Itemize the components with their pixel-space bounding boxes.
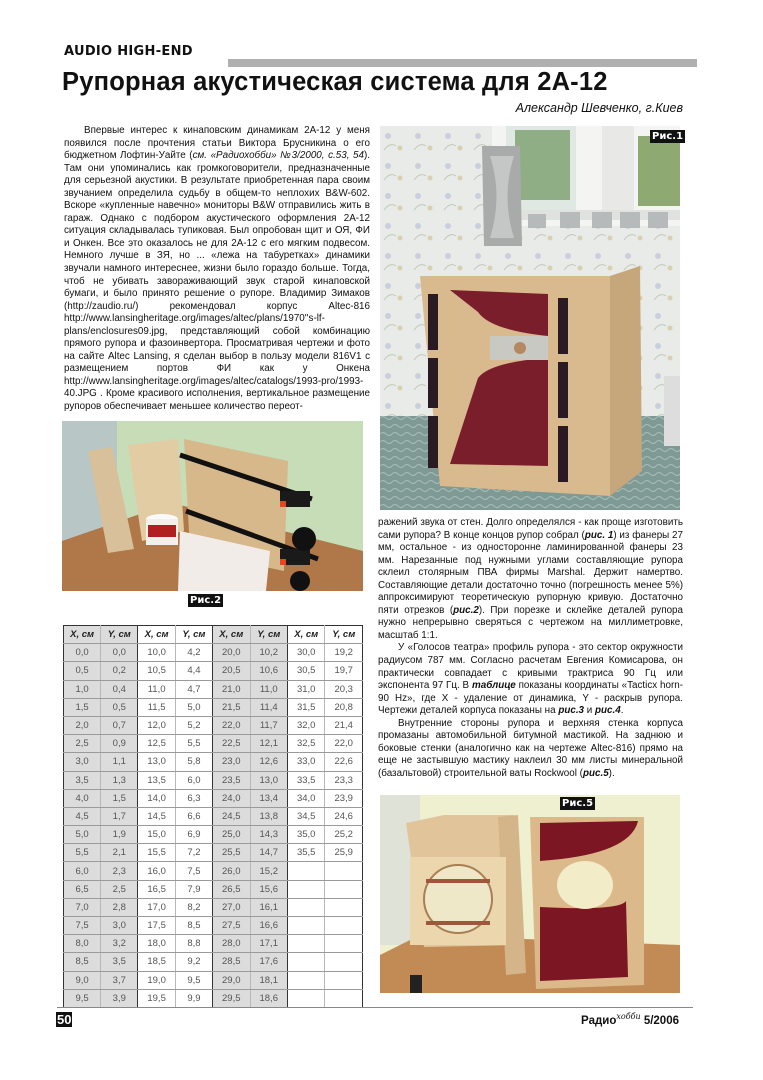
text-run: Впервые интерес к кинаповским динамикам 2А-12 у меня появился после прочтения статьи Виктора Брусникина о его бюджетном Лофтин-Уайте ( <box>64 125 370 162</box>
table-row <box>64 953 363 971</box>
table-cell: 21,0 <box>213 680 250 698</box>
table-cell: 5,5 <box>64 844 101 862</box>
table-cell: 9,5 <box>64 989 101 1007</box>
table-cell: 0,0 <box>101 644 138 662</box>
table-cell: 12,1 <box>250 735 287 753</box>
table-cell: 23,3 <box>325 771 363 789</box>
page-number: 50 <box>57 1012 72 1027</box>
column-header: Y, см <box>175 626 212 644</box>
table-row <box>64 935 363 953</box>
table-cell: 22,5 <box>213 735 250 753</box>
table-cell: 16,6 <box>250 917 287 935</box>
table-cell: 16,1 <box>250 898 287 916</box>
table-cell: 15,0 <box>138 826 175 844</box>
table-cell: 25,5 <box>213 844 250 862</box>
table-cell: 10,6 <box>250 662 287 680</box>
table-cell: 32,5 <box>287 735 324 753</box>
table-row <box>64 771 363 789</box>
enclosures-photo-image <box>380 795 680 993</box>
table-cell: 8,0 <box>64 935 101 953</box>
table-cell: 2,5 <box>101 880 138 898</box>
table-cell: 15,6 <box>250 880 287 898</box>
table-cell <box>287 898 324 916</box>
horn-gluing-photo-image <box>62 421 363 591</box>
table-cell: 11,4 <box>250 698 287 716</box>
table-row <box>64 989 363 1007</box>
table-cell <box>287 862 324 880</box>
column-header: X, см <box>64 626 101 644</box>
table-cell: 9,0 <box>64 971 101 989</box>
table-cell: 1,1 <box>101 753 138 771</box>
text-run: . <box>620 705 624 717</box>
table-cell: 11,7 <box>250 716 287 734</box>
table-row <box>64 735 363 753</box>
reference: таблице <box>471 680 516 692</box>
table-row <box>64 844 363 862</box>
table-cell: 20,0 <box>213 644 250 662</box>
right-column-text <box>378 517 683 780</box>
table-cell <box>325 971 363 989</box>
table-cell <box>287 953 324 971</box>
table-cell: 1,7 <box>101 807 138 825</box>
table-cell: 10,2 <box>250 644 287 662</box>
table-row <box>64 807 363 825</box>
table-cell <box>287 989 324 1007</box>
table-cell <box>325 917 363 935</box>
table-cell <box>325 989 363 1007</box>
table-cell: 14,5 <box>138 807 175 825</box>
column-header: X, см <box>287 626 324 644</box>
table-cell: 5,0 <box>64 826 101 844</box>
table-cell: 18,0 <box>138 935 175 953</box>
article-title: Рупорная акустическая система для 2А-12 <box>62 68 608 96</box>
figure-5-label: Рис.5 <box>562 798 594 809</box>
table-cell: 23,5 <box>213 771 250 789</box>
table-cell: 12,6 <box>250 753 287 771</box>
table-row <box>64 753 363 771</box>
table-cell: 24,5 <box>213 807 250 825</box>
text-run: ражений звука от стен. Долго определялся - как проще изготовить сами рупора? В конце концов рупор собрал ( <box>378 517 683 541</box>
left-column-text <box>64 125 370 414</box>
table-cell: 19,2 <box>325 644 363 662</box>
table-cell: 21,5 <box>213 698 250 716</box>
table-cell: 0,7 <box>101 716 138 734</box>
table-cell: 23,9 <box>325 789 363 807</box>
table-cell: 1,3 <box>101 771 138 789</box>
table-row <box>64 880 363 898</box>
table-cell <box>287 880 324 898</box>
table-row <box>64 662 363 680</box>
table-cell: 0,9 <box>101 735 138 753</box>
table-cell: 5,0 <box>175 698 212 716</box>
table-cell: 13,5 <box>138 771 175 789</box>
table-cell: 19,0 <box>138 971 175 989</box>
table-cell: 19,5 <box>138 989 175 1007</box>
table-cell: 2,1 <box>101 844 138 862</box>
table-cell: 13,0 <box>250 771 287 789</box>
table-cell: 0,5 <box>101 698 138 716</box>
table-cell: 16,0 <box>138 862 175 880</box>
reference: см. «Радиохобби» №3/2000, с.53, 54 <box>192 150 364 162</box>
footer-rule <box>57 1007 693 1008</box>
table-cell <box>287 935 324 953</box>
table-cell: 14,3 <box>250 826 287 844</box>
table-cell: 35,0 <box>287 826 324 844</box>
issue-number: 5/2006 <box>643 1014 679 1027</box>
table-row <box>64 917 363 935</box>
text-run: У «Голосов театра» профиль рупора - это сектор окружности радиусом 787 мм. Согласно расчетам Евгения Комисарова, он практически совпадает с кривыми трактриса 90 Гц или экспонента 97 Гц. В <box>378 642 683 692</box>
column-header: Y, см <box>101 626 138 644</box>
table-cell: 18,6 <box>250 989 287 1007</box>
paragraph <box>378 642 683 717</box>
table-row <box>64 971 363 989</box>
table-row <box>64 862 363 880</box>
table-cell: 17,0 <box>138 898 175 916</box>
speaker-photo-image <box>380 126 680 510</box>
magazine-issue <box>581 1012 679 1027</box>
table-row <box>64 716 363 734</box>
table-cell: 16,5 <box>138 880 175 898</box>
table-cell: 0,0 <box>64 644 101 662</box>
table-cell: 19,7 <box>325 662 363 680</box>
table-cell: 10,5 <box>138 662 175 680</box>
table-cell <box>325 862 363 880</box>
table-cell <box>325 880 363 898</box>
table-cell: 3,2 <box>101 935 138 953</box>
table-cell: 33,5 <box>287 771 324 789</box>
table-header-row <box>64 626 363 644</box>
table-cell: 1,5 <box>64 698 101 716</box>
table-cell: 8,5 <box>64 953 101 971</box>
table-cell <box>325 935 363 953</box>
table-cell: 2,3 <box>101 862 138 880</box>
table-cell: 5,5 <box>175 735 212 753</box>
table-cell: 13,4 <box>250 789 287 807</box>
reference: рис.2 <box>453 604 479 616</box>
reference: рис.3 <box>558 705 585 717</box>
table-cell: 18,5 <box>138 953 175 971</box>
table-row <box>64 680 363 698</box>
table-cell: 8,8 <box>175 935 212 953</box>
table-cell: 11,0 <box>250 680 287 698</box>
table-row <box>64 644 363 662</box>
text-run: и <box>584 705 595 717</box>
table-cell: 30,0 <box>287 644 324 662</box>
table-cell: 3,9 <box>101 989 138 1007</box>
table-cell: 2,5 <box>64 735 101 753</box>
table-cell: 20,8 <box>325 698 363 716</box>
table-cell: 8,5 <box>175 917 212 935</box>
table-cell: 17,6 <box>250 953 287 971</box>
table-cell: 10,0 <box>138 644 175 662</box>
table-cell: 0,5 <box>64 662 101 680</box>
column-header: X, см <box>138 626 175 644</box>
table-cell: 0,4 <box>101 680 138 698</box>
column-header: X, см <box>213 626 250 644</box>
table-cell: 12,5 <box>138 735 175 753</box>
text-run: ). <box>608 767 615 779</box>
table-cell: 23,0 <box>213 753 250 771</box>
table-cell: 25,2 <box>325 826 363 844</box>
table-cell: 4,2 <box>175 644 212 662</box>
table-cell: 26,5 <box>213 880 250 898</box>
table-cell: 7,5 <box>64 917 101 935</box>
table-row <box>64 698 363 716</box>
table-cell: 2,8 <box>101 898 138 916</box>
table-cell: 33,0 <box>287 753 324 771</box>
figure-1-label: Рис.1 <box>652 131 684 142</box>
table-cell: 22,6 <box>325 753 363 771</box>
table-cell: 34,5 <box>287 807 324 825</box>
article-author: Александр Шевченко, г.Киев <box>515 101 683 115</box>
table-cell: 12,0 <box>138 716 175 734</box>
table-cell: 3,0 <box>101 917 138 935</box>
figure-2-photo <box>62 421 363 591</box>
reference: рис.5 <box>582 767 609 779</box>
table-cell <box>325 953 363 971</box>
table-cell: 31,0 <box>287 680 324 698</box>
horn-coordinates-table <box>63 625 363 1008</box>
column-header: Y, см <box>250 626 287 644</box>
table-cell: 13,0 <box>138 753 175 771</box>
table-cell: 30,5 <box>287 662 324 680</box>
text-run: ). Там они упоминались как громкоговорители, предназначенные для серьезной акустики. В результате приобретенная пара своим звучанием определила судьбу в общем-то неплохих B&W-602. Вскоре «купленные навечно» мониторы B&W отправились жить в гараж. Однако с подбором акустического оформления 2А-12 ситуация складывалась тупиковая. Был опробован щит и ОЯ, ФИ и Онкен. Все это оказалось не для 2А-12 с его мягким подвесом. Немного лучше в ЗЯ, но ... «лежа на табуретках» динамики звучали намного интереснее, жизни было гораздо больше. Тогда, чтоб не убивать завораживающий звук старой кинаповской бумаги, и было принято решение о рупоре. Владимир Зимаков (http://zaudio.ru/) рекомендовал корпус Altec-816 http://www.lansingheritage.org/images/altec/plans/1970''s-lf-plans/enclosures09.jpg, представляющий собой комбинацию прямого рупора и фазоинвертора. Просматривая чертежи и фото на сайте Altec Lansing, я сделан выбор в пользу модели 816V1 с размещением портов ФИ как у Онкена http://www.lansingheritage.org/images/altec/catalogs/1993-pro/1993-40.JPG . Кроме красивого исполнения, вертикальное размещение рупоров обеспечивает меньшее количество переот- <box>64 150 371 413</box>
table-cell: 31,5 <box>287 698 324 716</box>
table-cell: 4,0 <box>64 789 101 807</box>
table-cell: 21,4 <box>325 716 363 734</box>
table-cell: 1,0 <box>64 680 101 698</box>
text-run: Внутренние стороны рупора и верхняя стенка корпуса промазаны автомобильной битумной мастикой. На заднюю и боковые стенки (аналогично как на чертеже Altec-816) прямо на еще не застывшую мастику наклеил 30 мм листы минеральной (базальтовой) строительной ваты Rockwool ( <box>378 717 683 779</box>
table-cell: 29,5 <box>213 989 250 1007</box>
reference: рис.4 <box>595 705 621 717</box>
table-cell: 29,0 <box>213 971 250 989</box>
table-cell: 4,5 <box>64 807 101 825</box>
magazine-name: Радио <box>581 1014 617 1027</box>
table-cell: 5,8 <box>175 753 212 771</box>
paragraph <box>378 517 683 642</box>
figure-1-photo <box>380 126 680 510</box>
table-cell: 4,7 <box>175 680 212 698</box>
table-cell: 0,2 <box>101 662 138 680</box>
table-cell: 25,0 <box>213 826 250 844</box>
column-header: Y, см <box>325 626 363 644</box>
table-cell <box>287 917 324 935</box>
table-cell: 24,6 <box>325 807 363 825</box>
table-cell: 9,9 <box>175 989 212 1007</box>
text-run: показаны координаты «Tacticx horn-90 Hz», где X - удаление от динамика, Y - раскрыв рупора. Чертежи деталей корпуса показаны на <box>378 680 683 717</box>
table-cell: 5,2 <box>175 716 212 734</box>
table-cell: 26,0 <box>213 862 250 880</box>
table-cell: 7,5 <box>175 862 212 880</box>
table-cell: 28,0 <box>213 935 250 953</box>
table-cell <box>325 898 363 916</box>
table-cell: 6,6 <box>175 807 212 825</box>
table-cell: 15,2 <box>250 862 287 880</box>
table-cell: 6,3 <box>175 789 212 807</box>
text-run: ) из фанеры 27 мм, остальное - из односторонне ламинированной фанеры 23 мм. Нарезанные под нужными углами составляющие рупора склеил столярным ПВА фирмы Marshal. Держит намертво. Составляющие детали достаточно точно (погрешность менее 5%) аппроксимируют теоретическую рупорную кривую. Достаточно пяти отрезков ( <box>378 529 683 616</box>
table-cell: 3,7 <box>101 971 138 989</box>
figure-2-label: Рис.2 <box>190 595 222 606</box>
table-cell: 35,5 <box>287 844 324 862</box>
table-cell: 14,0 <box>138 789 175 807</box>
magazine-name-superscript: хобби <box>616 1012 641 1021</box>
table-cell: 34,0 <box>287 789 324 807</box>
paragraph <box>378 718 683 781</box>
table-cell: 17,1 <box>250 935 287 953</box>
table-cell: 4,4 <box>175 662 212 680</box>
table-cell: 6,0 <box>64 862 101 880</box>
table-cell: 14,7 <box>250 844 287 862</box>
table-cell: 9,5 <box>175 971 212 989</box>
text-run: ). При порезке и склейке деталей рупора нужно непрерывно сверяться с чертежом на миллиметровке, масштаб 1:1. <box>378 604 683 641</box>
table-cell: 3,5 <box>64 771 101 789</box>
table-cell: 20,5 <box>213 662 250 680</box>
table-cell: 6,5 <box>64 880 101 898</box>
table-cell: 7,9 <box>175 880 212 898</box>
table-cell: 27,5 <box>213 917 250 935</box>
table-cell: 22,0 <box>213 716 250 734</box>
table-cell: 20,3 <box>325 680 363 698</box>
table-cell: 17,5 <box>138 917 175 935</box>
table-cell: 24,0 <box>213 789 250 807</box>
table-cell: 1,5 <box>101 789 138 807</box>
table-row <box>64 789 363 807</box>
table-cell: 22,0 <box>325 735 363 753</box>
table-cell: 25,9 <box>325 844 363 862</box>
table-cell: 32,0 <box>287 716 324 734</box>
table-cell: 28,5 <box>213 953 250 971</box>
section-rubric: AUDIO HIGH-END <box>64 44 193 59</box>
table-cell: 6,0 <box>175 771 212 789</box>
table-cell: 27,0 <box>213 898 250 916</box>
table-cell: 7,0 <box>64 898 101 916</box>
table-cell: 11,0 <box>138 680 175 698</box>
table-cell: 8,2 <box>175 898 212 916</box>
table-row <box>64 898 363 916</box>
table-cell: 6,9 <box>175 826 212 844</box>
table-cell: 3,5 <box>101 953 138 971</box>
table-cell: 18,1 <box>250 971 287 989</box>
table-cell <box>287 971 324 989</box>
table-cell: 1,9 <box>101 826 138 844</box>
figure-5-photo <box>380 795 680 993</box>
table-cell: 13,8 <box>250 807 287 825</box>
paragraph <box>64 125 370 414</box>
table-cell: 15,5 <box>138 844 175 862</box>
table-cell: 2,0 <box>64 716 101 734</box>
table-row <box>64 826 363 844</box>
table-cell: 11,5 <box>138 698 175 716</box>
rubric-bar <box>228 59 697 67</box>
table-cell: 3,0 <box>64 753 101 771</box>
table-cell: 9,2 <box>175 953 212 971</box>
reference: рис. 1 <box>584 529 614 541</box>
table-cell: 7,2 <box>175 844 212 862</box>
